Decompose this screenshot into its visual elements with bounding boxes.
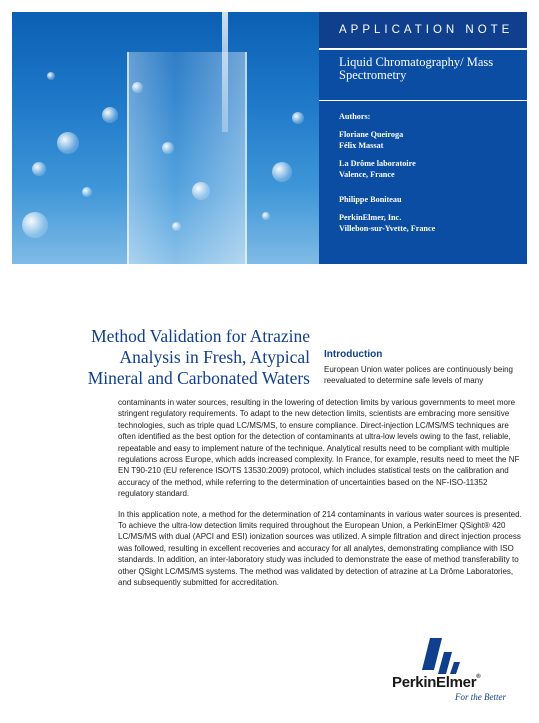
bubble (272, 162, 292, 182)
bubble (32, 162, 46, 176)
bubble (47, 72, 55, 80)
author-name: Floriane Queiroga (339, 130, 404, 139)
application-note-label: APPLICATION NOTE (339, 24, 514, 36)
panel-divider (319, 100, 527, 101)
author-location: Villebon-sur-Yvette, France (339, 224, 436, 233)
category-label: Liquid Chromatography/ Mass Spectrometry (339, 55, 494, 82)
author-affiliation: PerkinElmer, Inc. (339, 213, 402, 222)
panel-topbar (319, 12, 527, 50)
bubble (262, 212, 270, 220)
bubble (57, 132, 79, 154)
authors-block (339, 111, 524, 234)
bubble (82, 187, 92, 197)
brand-tagline: For the Better (455, 692, 506, 702)
bubble (292, 112, 304, 124)
bubble (102, 107, 118, 123)
document-title: Method Validation for Atrazine Analysis in Fresh, Atypical Mineral and Carbonated Waters (87, 326, 310, 388)
body-paragraph: contaminants in water sources, resulting in the lowering of detection limits by various governments to meet more stringent regulatory requirements. To adapt to the new detection limits, scientists are embracing more sensitive technologies, such as triple quad LC/MS/MS, to ensure compliance. Direct-injection LC/MS/MS techniques are often identified as the best option for the detection of contaminants at ultra-low levels owing to the fast, reliable, repeatable and easy to implement nature of the technique. Analytical results need to be compliant with multiple regulations across Europe, which adds increased complexity. In France, for example, results need to meet the NF EN T90-210 (EU reference ISO/TS 13530:2009) protocol, which includes statistical tests on the calibration and accuracy of the method, while referring to the determination of uncertainties based on the NF-ISO-11352 regulatory standard. (118, 398, 520, 499)
bubble (172, 222, 181, 231)
brand-name: PerkinElmer (392, 674, 477, 691)
water-glass (127, 52, 247, 264)
brand-wordmark (392, 674, 480, 691)
author-location: Valence, France (339, 170, 395, 179)
bubble (162, 142, 174, 154)
authors-label: Authors: (339, 112, 371, 121)
body-text (118, 397, 523, 598)
body-paragraph: In this application note, a method for the determination of 214 contaminants in various water sources is presented. To achieve the ultra-low detection limits required throughout the European Union, a PerkinElmer QSight® 420 LC/MS/MS with dual (APCI and ESI) ionization sources was utilized. A simple filtration and direct injection process was followed, resulting in excellent recoveries and accuracy for all analytes, demonstrating compliance with ISO standards. In addition, an inter-laboratory study was included to demonstrate the ease of method transferability to other QSight LC/MS/MS systems. The method was validated by detection of atrazine at La Drôme Laboratories, and subsequently submitted for accreditation. (118, 509, 522, 588)
registered-mark: ® (476, 674, 481, 680)
author-name: Philippe Boniteau (339, 195, 402, 204)
introduction-heading: Introduction (324, 349, 383, 360)
bubble (22, 212, 48, 238)
introduction-lead: European Union water polices are continuously being reevaluated to determine safe levels of many (324, 365, 514, 385)
author-affiliation: La Drôme laboratoire (339, 159, 416, 168)
bubble (132, 82, 143, 93)
header-panel (319, 12, 527, 264)
bubble (192, 182, 210, 200)
author-name: Félix Massat (339, 141, 384, 150)
